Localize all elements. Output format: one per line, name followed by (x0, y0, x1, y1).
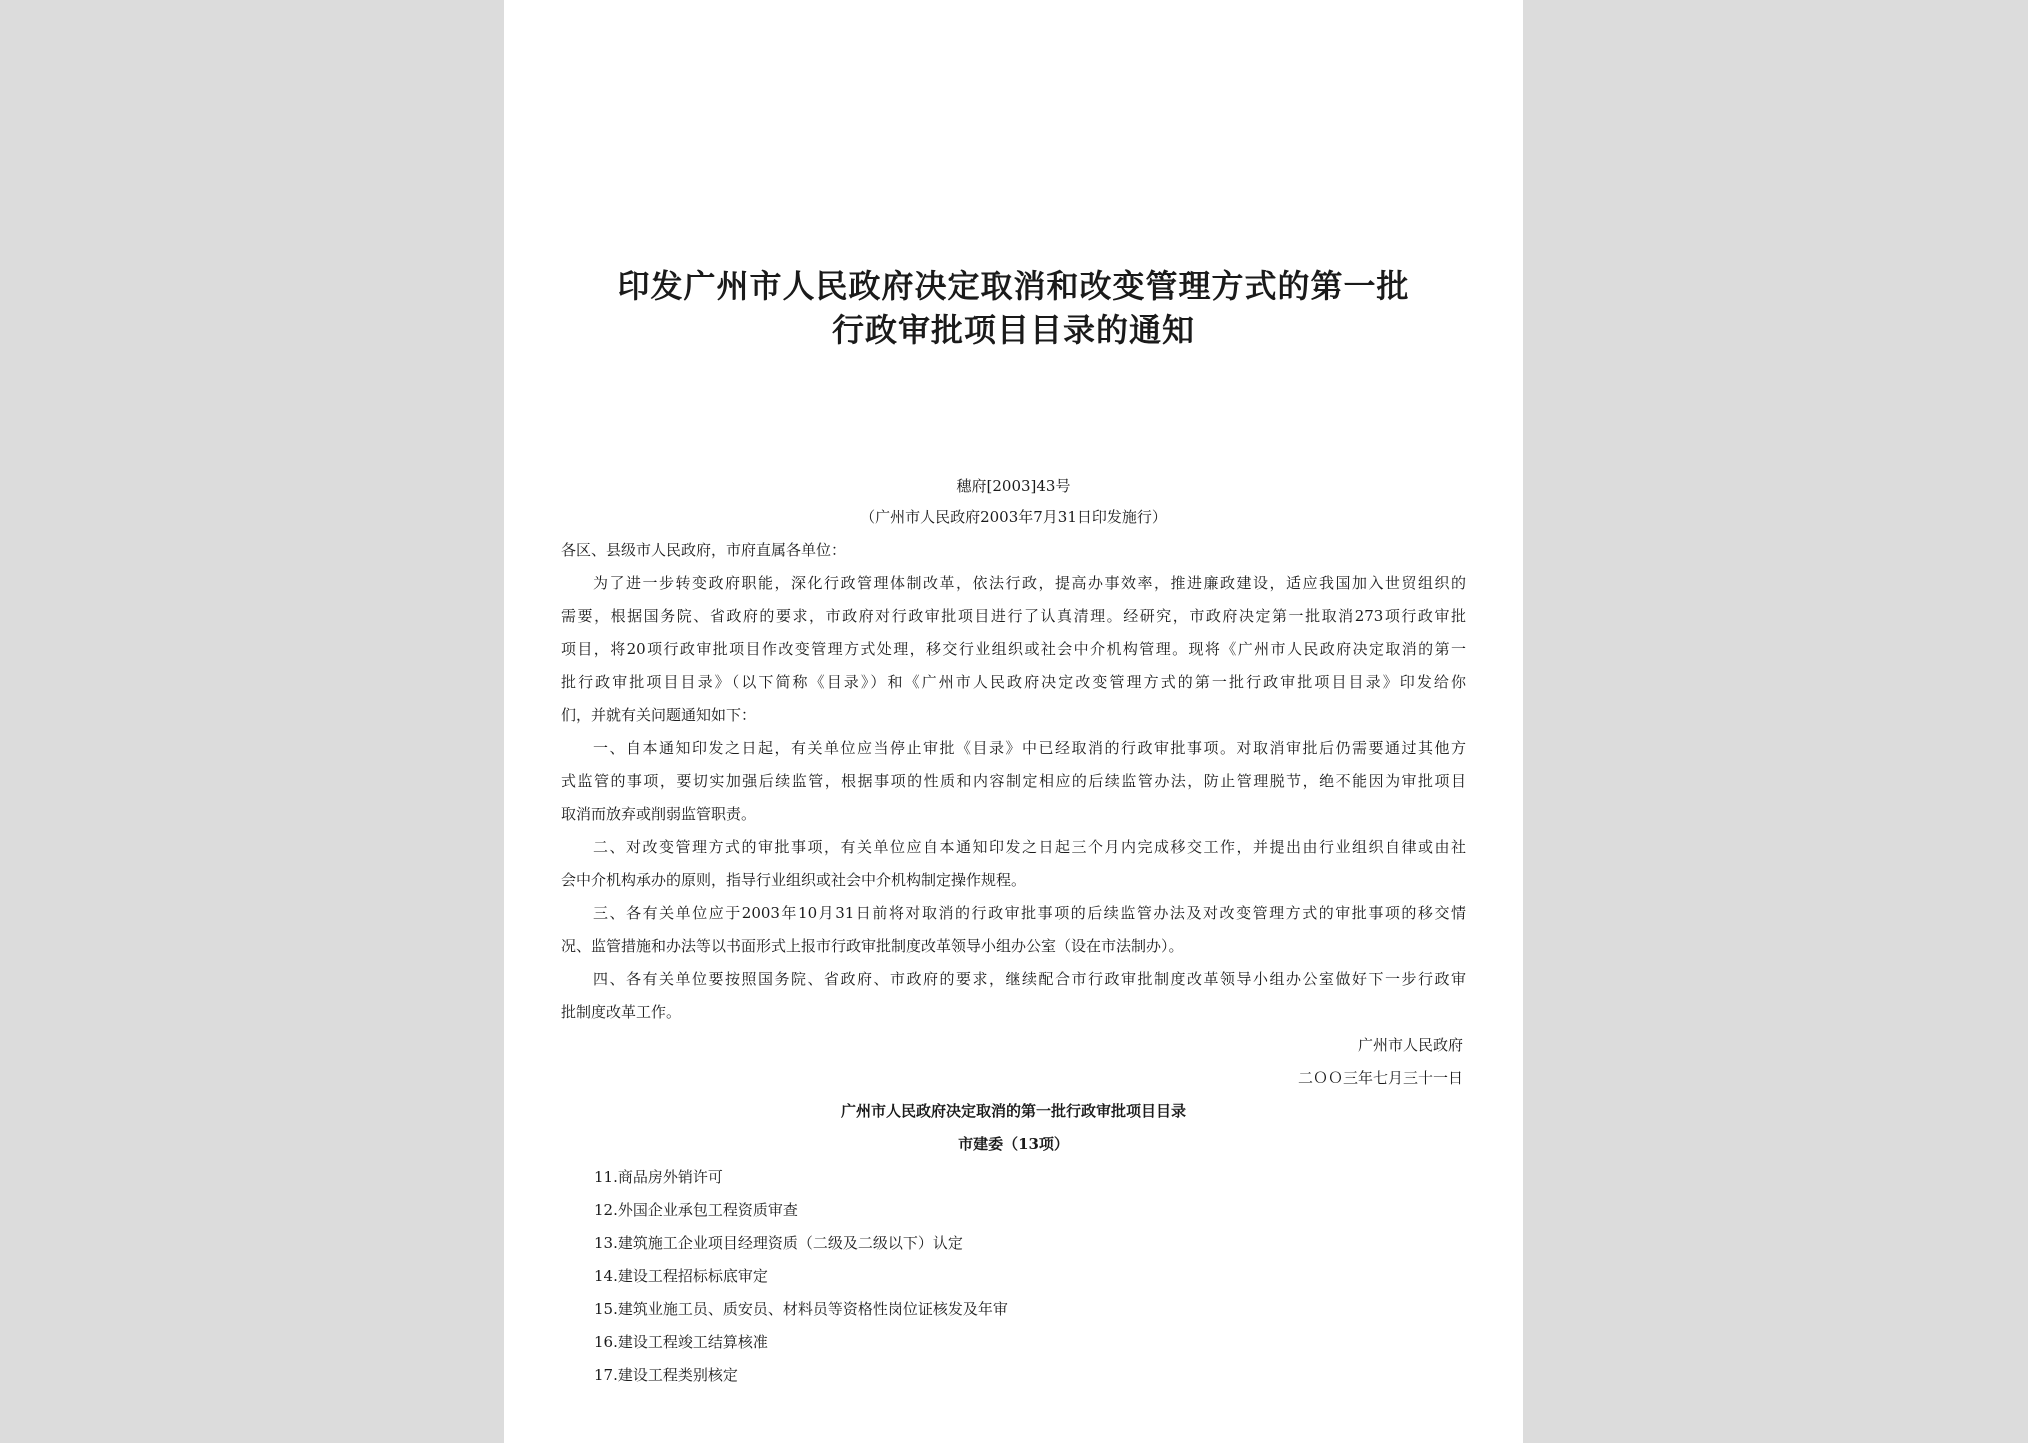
paragraph-line: 批行政审批项目目录》（以下简称《目录》）和《广州市人民政府决定改变管理方式的第一批行政审批项目目录》印发给你 (561, 673, 1466, 691)
paragraph-line: 二、对改变管理方式的审批事项，有关单位应自本通知印发之日起三个月内完成移交工作，并提出由行业组织自律或由社 (593, 838, 1466, 856)
paragraph-line: 批制度改革工作。 (561, 1003, 682, 1021)
list-item: 13.建筑施工企业项目经理资质（二级及二级以下）认定 (594, 1234, 963, 1252)
document-title-line-1: 印发广州市人民政府决定取消和改变管理方式的第一批 (617, 267, 1410, 305)
signature-date: 二ＯＯ三年七月三十一日 (1297, 1069, 1463, 1087)
list-item: 17.建设工程类别核定 (594, 1366, 738, 1384)
document-page (504, 0, 1523, 1443)
paragraph-line: 会中介机构承办的原则，指导行业组织或社会中介机构制定操作规程。 (561, 871, 1027, 889)
section-title: 市建委（13项） (958, 1135, 1069, 1153)
document-number: 穗府[2003]43号 (956, 477, 1071, 495)
paragraph-line: 取消而放弃或削弱监管职责。 (561, 805, 757, 823)
paragraph-line: 们，并就有关问题通知如下： (561, 706, 757, 724)
paragraph-line: 为了进一步转变政府职能，深化行政管理体制改革，依法行政，提高办事效率，推进廉政建设，适应我国加入世贸组织的 (593, 574, 1466, 592)
document-title-line-2: 行政审批项目目录的通知 (831, 311, 1195, 349)
paragraph-line: 一、自本通知印发之日起，有关单位应当停止审批《目录》中已经取消的行政审批事项。对取消审批后仍需要通过其他方 (593, 739, 1466, 757)
paragraph-line: 式监管的事项，要切实加强后续监管，根据事项的性质和内容制定相应的后续监管办法，防止管理脱节，绝不能因为审批项目 (561, 772, 1466, 790)
paragraph-line: 四、各有关单位要按照国务院、省政府、市政府的要求，继续配合市行政审批制度改革领导小组办公室做好下一步行政审 (593, 970, 1466, 988)
list-item: 14.建设工程招标标底审定 (594, 1267, 768, 1285)
salutation: 各区、县级市人民政府，市府直属各单位： (561, 541, 847, 559)
list-item: 16.建设工程竣工结算核准 (594, 1333, 768, 1351)
paragraph-line: 项目，将20项行政审批项目作改变管理方式处理，移交行业组织或社会中介机构管理。现将《广州市人民政府决定取消的第一 (561, 640, 1466, 658)
appendix-title: 广州市人民政府决定取消的第一批行政审批项目目录 (840, 1102, 1186, 1120)
signature-org: 广州市人民政府 (1357, 1036, 1463, 1054)
issue-note: （广州市人民政府2003年7月31日印发施行） (860, 508, 1167, 526)
paragraph-line: 况、监管措施和办法等以书面形式上报市行政审批制度改革领导小组办公室（设在市法制办）。 (561, 937, 1184, 955)
paragraph-line: 三、各有关单位应于2003年10月31日前将对取消的行政审批事项的后续监管办法及对改变管理方式的审批事项的移交情 (593, 904, 1466, 922)
paragraph-line: 需要，根据国务院、省政府的要求，市政府对行政审批项目进行了认真清理。经研究，市政府决定第一批取消273项行政审批 (561, 607, 1466, 625)
list-item: 11.商品房外销许可 (594, 1168, 723, 1186)
list-item: 15.建筑业施工员、质安员、材料员等资格性岗位证核发及年审 (594, 1300, 1008, 1318)
list-item: 12.外国企业承包工程资质审查 (594, 1201, 798, 1219)
